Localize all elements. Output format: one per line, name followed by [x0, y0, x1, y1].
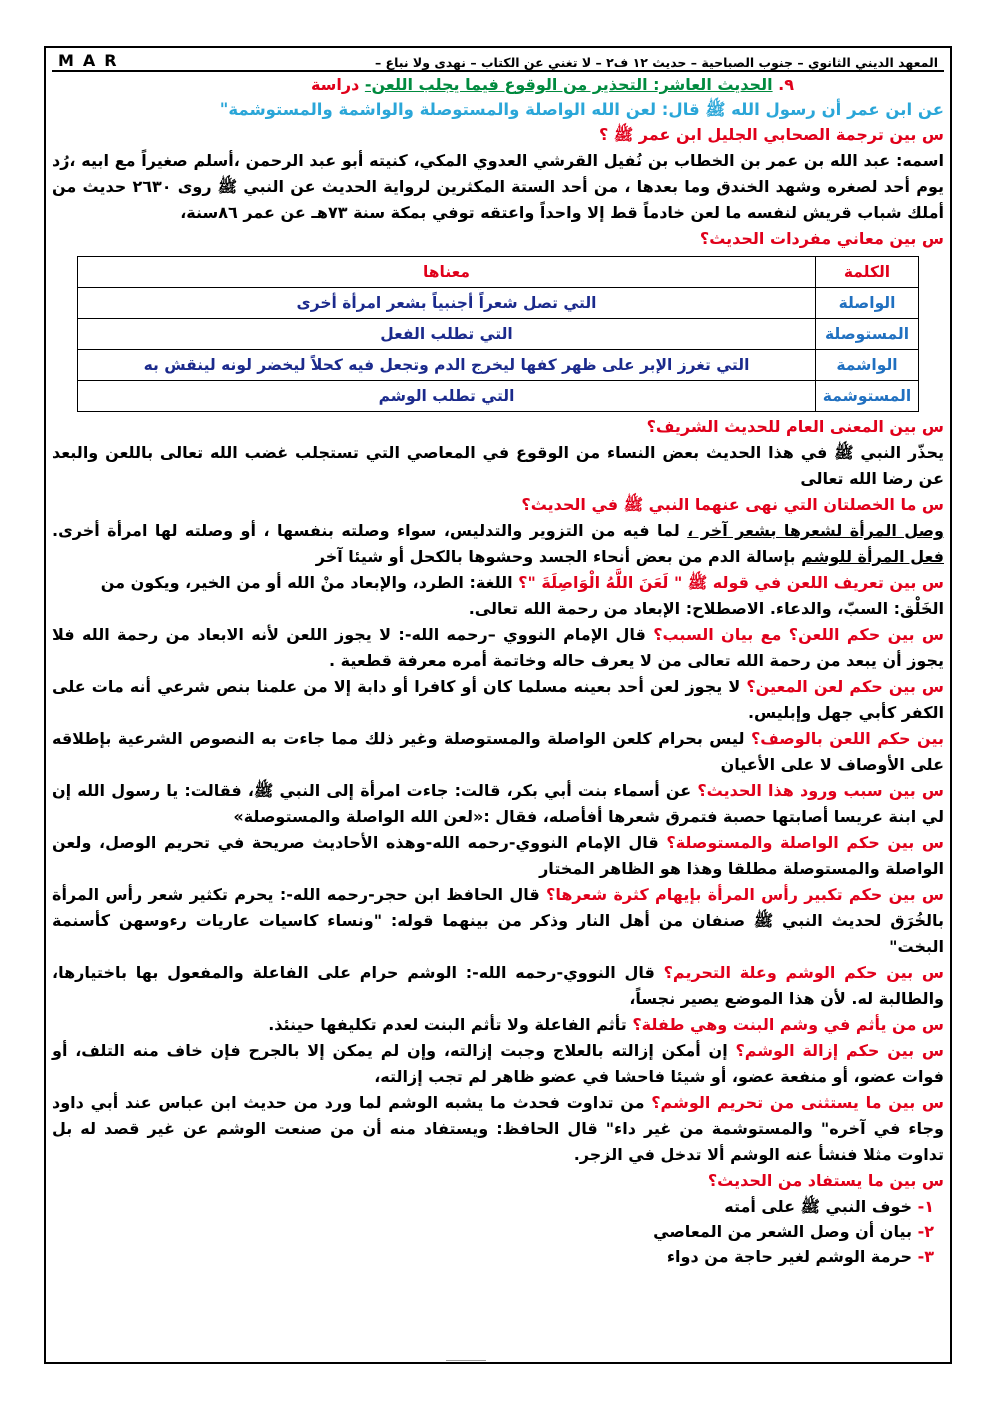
vocab-header-row — [78, 257, 919, 288]
washm-answer: قال النووي-رحمه الله-: الوشم حرام على الفاعلة والمفعول بها باختيارها، والطالبة له. لأن هذا الموضع يصير نجساً، — [52, 963, 944, 1008]
title-number: ٩. — [778, 75, 794, 94]
wasila-answer: قال الإمام النووي-رحمه الله-وهذه الأحاديث صريحة في تحريم الوصل، ولعن الواصلة والمستوصلة مطلقا وهذا هو الظاهر المختار — [52, 833, 944, 878]
trait-two-detail: بإسالة الدم من بعض أنحاء الجسد وحشوها بالكحل أو شيئا آخر — [315, 547, 796, 566]
lesson-text: خوف النبي ﷺ على أمته — [724, 1197, 913, 1216]
page-content — [52, 50, 944, 1360]
title-tail: دراسة — [310, 75, 360, 94]
bio-answer: اسمه: عبد الله بن عمر بن الخطاب بن نُفيل القرشي العدوي المكي، كنيته أبو عبد الرحمن ،أسلم صغيراً مع ابيه ،رُد يوم أحد لصغره وشهد الخندق وما بعدها ، من أحد الستة المكثرين لرواية الحديث عن النبي ﷺ روى ٢٦٣٠ حديث من أملك شباب قريش لنفسه ما لعن خادماً قط إلا واحداً واعتقه توفي بمكة سنة ٧٣هـ عن عمر ٨٦سنة، — [52, 151, 944, 222]
vocab-word: المستوصلة — [816, 319, 919, 350]
lan-ruling — [52, 622, 944, 674]
washm-ruling — [52, 960, 944, 1012]
vocab-meaning: التي تطلب الفعل — [78, 319, 816, 350]
takbir-answer: قال الحافظ ابن حجر-رحمه الله-: يحرم تكثير شعر رأس المرأة بالخُرَق لحديث النبي ﷺ صنفان من أهل النار وذكر من بينهما قوله: "ونساء كاسيات عاريات رءوسهن كأسنمة البخت" — [52, 885, 944, 956]
washm-question: س بين حكم الوشم وعلة التحريم؟ — [663, 963, 944, 982]
hukm-answer: قال الإمام النووي –رحمه الله-: لا يجوز اللعن لأنه الابعاد من رحمة الله فلا يجوز أن يبعد من رحمة الله تعالى من لا يعرف حاله وخاتمة أمره معرفة قطعية . — [52, 625, 944, 670]
two-traits-question: س ما الخصلتان التي نهى عنهما النبي ﷺ في الحديث؟ — [521, 495, 944, 514]
vocab-word: المستوشمة — [816, 381, 919, 412]
list-item — [52, 1219, 934, 1244]
lessons-list — [52, 1194, 944, 1269]
wasf-answer: ليس بحرام كلعن الواصلة والمستوصلة وغير ذلك مما جاءت به النصوص الشرعية بإطلاقه على الأوصاف لا على الأعيان — [52, 729, 944, 774]
bint-ruling — [52, 1012, 944, 1038]
vocab-meaning: التي تغرز الإبر على ظهر كفها ليخرج الدم وتجعل فيه كحلاً ليخضر لونه لينقش به — [78, 350, 816, 381]
title-main: الحديث العاشر: التحذير من الوقوع فيما يجلب اللعن- — [364, 75, 773, 94]
page-header — [52, 50, 944, 72]
lesson-text: حرمة الوشم لغير حاجة من دواء — [666, 1247, 913, 1266]
page-title — [52, 72, 944, 98]
muayyan-answer: لا يجوز لعن أحد بعينه مسلما كان أو كافرا أو دابة إلا من علمنا بنص شرعي أنه مات على الكفر كأبي جهل وإبليس. — [52, 677, 944, 722]
wasila-ruling — [52, 830, 944, 882]
vocab-table — [77, 256, 919, 412]
list-item — [52, 1194, 934, 1219]
sabab-answer: عن أسماء بنت أبي بكر، قالت: جاءت امرأة إلى النبي ﷺ، فقالت: يا رسول الله إن لي ابنة عريسا أصابتها حصبة فتمرق شعرها أفأصله، فقال :«لعن الله الواصلة والمستوصلة» — [52, 781, 944, 826]
izala-question: س بين حكم إزالة الوشم؟ — [735, 1041, 945, 1060]
vocab-meaning: التي تطلب الوشم — [78, 381, 816, 412]
lan-question: س بين تعريف اللعن في قوله ﷺ " لَعَنَ اللَّهُ الْوَاصِلَةَ "؟ — [518, 573, 944, 592]
list-item — [52, 1244, 934, 1269]
header-brand: MAR — [58, 51, 126, 70]
vocab-word: الواصلة — [816, 288, 919, 319]
takbir-question: س بين حكم تكبير رأس المرأة بإيهام كثرة شعرها؟ — [546, 885, 944, 904]
header-info: المعهد الديني الثانوي – جنوب الصباحية – حديث ١٢ ف٢ – لا تغني عن الكتاب – نهدى ولا نباع – — [374, 55, 938, 70]
bint-answer: تأثم الفاعلة ولا تأثم البنت لعدم تكليفها حينئذ. — [268, 1015, 627, 1034]
wasf-question: بين حكم اللعن بالوصف؟ — [750, 729, 944, 748]
table-row — [78, 350, 919, 381]
page-frame — [44, 46, 952, 1364]
trait-one-detail: لما فيه من التزوير والتدليس، سواء وصلته بنفسها ، أو وصلته لها امرأة أخرى. — [52, 521, 680, 540]
vocab-word: الواشمة — [816, 350, 919, 381]
table-row — [78, 288, 919, 319]
sabab-question: س بين سبب ورود هذا الحديث؟ — [697, 781, 945, 800]
lesson-number: ١- — [917, 1197, 934, 1216]
vocab-meaning: التي تصل شعراً أجنبياً بشعر امرأة أخرى — [78, 288, 816, 319]
vocab-question: س بين معاني مفردات الحديث؟ — [699, 229, 944, 248]
wasf-ruling — [52, 726, 944, 778]
bint-question: س من يأثم في وشم البنت وهي طفلة؟ — [632, 1015, 944, 1034]
lesson-number: ٢- — [917, 1222, 934, 1241]
trait-one: وصل المرأة لشعرها بشعر آخر ، — [687, 521, 944, 540]
lan-answer: اللغة: الطرد، والإبعاد منْ الله أو من الخير، ويكون من الخَلْق: السبّ، والدعاء. الاصطلاح: الإبعاد من رحمة الله تعالى. — [100, 573, 944, 618]
hadith-text: عن ابن عمر أن رسول الله ﷺ قال: لعن الله الواصلة والمستوصلة والواشمة والمستوشمة" — [219, 100, 944, 119]
lesson-text: بيان أن وصل الشعر من المعاصي — [653, 1222, 913, 1241]
wasila-question: س بين حكم الواصلة والمستوصلة؟ — [666, 833, 944, 852]
hukm-question: س بين حكم اللعن؟ مع بيان السبب؟ — [653, 625, 944, 644]
sabab-section — [52, 778, 944, 830]
general-meaning-question: س بين المعنى العام للحديث الشريف؟ — [646, 417, 944, 436]
izala-answer: إن أمكن إزالته بالعلاج وجبت إزالته، وإن لم يمكن إلا بالجرح فإن خاف منه التلف، أو فوات عضو، أو منفعة عضو، أو شيئا فاحشا في عضو ظاهر لم تجب إزالته، — [52, 1041, 944, 1086]
bio-question: س بين ترجمة الصحابي الجليل ابن عمر ﷺ ؟ — [599, 125, 944, 144]
trait-two: فعل المرأة للوشم — [801, 547, 944, 566]
two-traits-answer — [52, 518, 944, 570]
table-row — [78, 319, 919, 350]
istithna-answer: من تداوت فحدث ما يشبه الوشم لما ورد من حديث ابن عباس عند أبي داود وجاء في آخره" والمستوشمة من غير داء" قال الحافظ: ويستفاد منه أن من صنعت الوشم عن غير قصد له بل تداوت مثلا فنشأ عنه الوشم ألا تدخل في الزجر. — [52, 1093, 944, 1164]
istithna-question: س بين ما يستثنى من تحريم الوشم؟ — [651, 1093, 945, 1112]
lesson-number: ٣- — [917, 1247, 934, 1266]
lessons-question: س بين ما يستفاد من الحديث؟ — [707, 1171, 944, 1190]
takbir-ruling — [52, 882, 944, 960]
muayyan-ruling — [52, 674, 944, 726]
vocab-header-meaning: معناها — [78, 257, 816, 288]
izala-ruling — [52, 1038, 944, 1090]
vocab-header-word: الكلمة — [816, 257, 919, 288]
istithna-section — [52, 1090, 944, 1168]
muayyan-question: س بين حكم لعن المعين؟ — [746, 677, 944, 696]
footer-divider — [446, 1360, 486, 1367]
lan-definition — [52, 570, 944, 622]
table-row — [78, 381, 919, 412]
general-meaning-answer: يحذّر النبي ﷺ في هذا الحديث بعض النساء من الوقوع في المعاصي التي تستجلب غضب الله تعالى باللعن والبعد عن رضا الله تعالى — [52, 443, 944, 488]
